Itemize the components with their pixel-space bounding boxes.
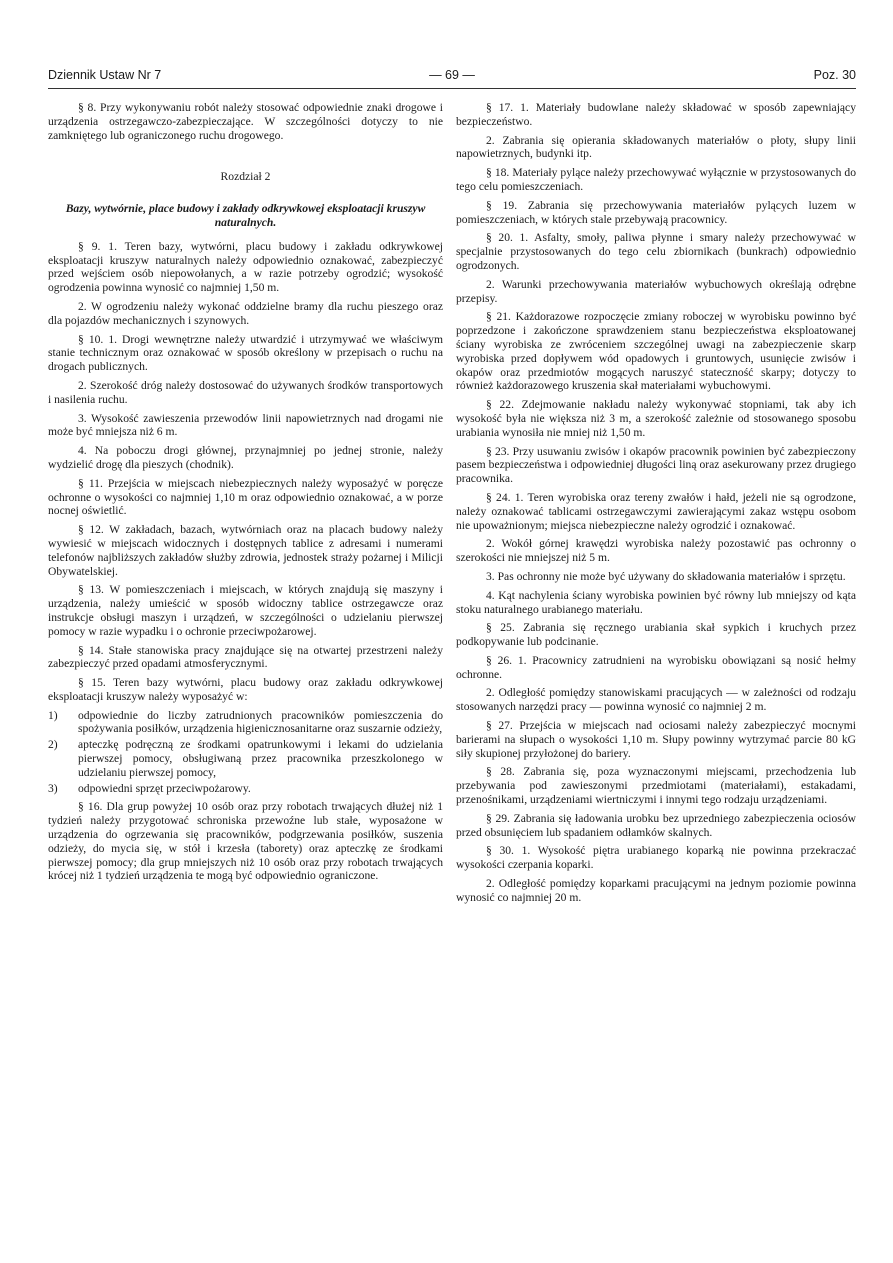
position-number: Poz. 30 <box>813 68 856 82</box>
list-item <box>48 709 443 737</box>
paragraph-10-3: 3. Wysokość zawieszenia przewodów linii napowietrznych nad drogami nie może być mniejsza niż 6 m. <box>48 411 443 439</box>
paragraph-20-2: 2. Warunki przechowywania materiałów wybuchowych określają odrębne przepisy. <box>456 277 856 305</box>
paragraph-13: § 13. W pomieszczeniach i miejscach, w których znajdują się maszyny i urządzenia, należy umieścić w sposób widoczny tablice ostrzegawcze oraz instrukcje obsługi maszyn i urządzeń, w szczególności o udzielaniu pierwszej pomocy w razie wypadku i o ochronie przeciwpożarowej. <box>48 583 443 638</box>
paragraph-10-1: § 10. 1. Drogi wewnętrzne należy utwardzić i utrzymywać we właściwym stanie technicznym oraz oznakować w sposób określony w przepisach o ruchu na drogach publicznych. <box>48 332 443 374</box>
paragraph-14: § 14. Stałe stanowiska pracy znajdujące się na otwartej przestrzeni należy zabezpieczyć przed opadami atmosferycznymi. <box>48 643 443 671</box>
paragraph-18: § 18. Materiały pylące należy przechowywać wyłącznie w przystosowanych do tego celu pomieszczeniach. <box>456 166 856 193</box>
paragraph-24-3: 3. Pas ochronny nie może być używany do składowania materiałów i sprzętu. <box>486 569 846 583</box>
paragraph-10-4: 4. Na poboczu drogi głównej, przynajmniej po jednej stronie, należy wydzielić drogę dla pieszych (chodnik). <box>48 444 443 471</box>
list-item-text: apteczkę podręczną ze środkami opatrunkowymi i lekami do udzielania pierwszej pomocy, obsługiwaną przez pracownika przeszkolonego w udzielaniu pierwszej pomocy, <box>78 738 443 779</box>
paragraph-30-1: § 30. 1. Wysokość piętra urabianego koparką nie powinna przekraczać wysokości czerpania koparki. <box>456 844 856 872</box>
paragraph-26-2: 2. Odległość pomiędzy stanowiskami pracujących — w zależności od rodzaju stosowanych narzędzi pracy — powinna wynosić co najmniej 2 m. <box>456 686 856 714</box>
paragraph-11: § 11. Przejścia w miejscach niebezpiecznych należy wyposażyć w poręcze ochronne o wysokości co najmniej 1,10 m oraz odpowiednio oznakować, a w porze nocnej oświetlić. <box>48 476 443 518</box>
chapter-title: Bazy, wytwórnie, place budowy i zakłady odkrywkowej eksploatacji kruszyw naturalnych. <box>65 202 426 229</box>
paragraph-12: § 12. W zakładach, bazach, wytwórniach oraz na placach budowy należy wywiesić w miejscach widocznych i dostępnych tablice z adresami i numerami telefonów najbliższych zakładów służby zdrowia, jednostek straży pożarnej i Milicji Obywatelskiej. <box>48 523 443 578</box>
paragraph-29: § 29. Zabrania się ładowania urobku bez uprzedniego zabezpieczenia ociosów przed obsunięciem lub spadaniem odłamków skalnych. <box>456 811 856 839</box>
paragraph-17-2: 2. Zabrania się opierania składowanych materiałów o płoty, słupy linii napowietrznych, budynki itp. <box>456 133 856 161</box>
paragraph-9-1: § 9. 1. Teren bazy, wytwórni, placu budowy i zakładu odkrywkowej eksploatacji kruszyw naturalnych należy odpowiednio oznakować, zabezpieczyć przed wejściem osób niepowołanych, a w razie potrzeby ogrodzić; wysokość ogrodzenia powinna wynosić co najmniej 1,50 m. <box>48 239 443 295</box>
list-item <box>48 782 443 796</box>
paragraph-20-1: § 20. 1. Asfalty, smoły, paliwa płynne i smary należy przechowywać w specjalnie przystosowanych do tego celu zbiornikach (bunkrach) odpowiednio ogrodzonych. <box>456 231 856 272</box>
paragraph-10-2: 2. Szerokość dróg należy dostosować do używanych środków transportowych i nasilenia ruchu. <box>48 378 443 406</box>
paragraph-25: § 25. Zabrania się ręcznego urabiania skał sypkich i kruchych przez podkopywanie lub podcinanie. <box>456 621 856 649</box>
chapter-heading: Rozdział 2 <box>220 170 271 184</box>
paragraph-22: § 22. Zdejmowanie nakładu należy wykonywać stopniami, tak aby ich wysokość była nie większa niż 3 m, a szerokość zależnie od stosowanego sposobu urabiania wynosiła nie mniej niż 1,50 m. <box>456 398 856 439</box>
list-item-text: odpowiedni sprzęt przeciwpożarowy. <box>78 781 251 795</box>
paragraph-26-1: § 26. 1. Pracownicy zatrudnieni na wyrobisku obowiązani są nosić hełmy ochronne. <box>456 653 856 681</box>
paragraph-23: § 23. Przy usuwaniu zwisów i okapów pracownik powinien być zabezpieczony pasem bezpieczeństwa i odpowiedniej długości liną oraz asekurowany przez drugiego pracownika. <box>456 444 856 486</box>
left-column <box>48 101 443 888</box>
right-column <box>456 101 856 910</box>
paragraph-27: § 27. Przejścia w miejscach nad ociosami należy zabezpieczyć mocnymi barierami na słupach o wysokości 1,10 m. Słupy powinny wytrzymać parcie 80 kG siły skupionej przyłożonej do bariery. <box>456 719 856 760</box>
journal-title: Dziennik Ustaw Nr 7 <box>48 68 162 82</box>
list-item-number: 3) <box>48 781 58 795</box>
paragraph-15-list <box>48 709 443 796</box>
paragraph-19: § 19. Zabrania się przechowywania materiałów pylących luzem w pomieszczeniach, w których stale przebywają pracownicy. <box>456 198 856 226</box>
list-item-number: 1) <box>48 708 58 722</box>
paragraph-21: § 21. Każdorazowe rozpoczęcie zmiany roboczej w wyrobisku powinno być poprzedzone i zakończone sprawdzeniem stanu bezpieczeństwa eksploatowanej ściany wyrobiska ze zwróceniem szczególnej uwagi na zabezpieczenie skarp wyrobiska przed dopływem wód opadowych i gruntowych, usunięcie zwisów i okapów oraz przedmiotów mogących naruszyć stateczność skarpy; dotyczy to również każdorazowego kruszenia skał materiałami wybuchowymi. <box>456 310 856 393</box>
paragraph-9-2: 2. W ogrodzeniu należy wykonać oddzielne bramy dla ruchu pieszego oraz dla pojazdów mechanicznych i szynowych. <box>48 299 443 327</box>
paragraph-28: § 28. Zabrania się, poza wyznaczonymi miejscami, przechodzenia lub przebywania pod zawieszonymi przedmiotami (materiałami), estakadami, przenośnikami, urządzeniami wiertniczymi i innymi tego rodzaju urządzeniami. <box>456 765 856 807</box>
list-item-text: odpowiednie do liczby zatrudnionych pracowników pomieszczenia do spożywania posiłków, urządzenia higienicznosanitarne oraz suszarnie odzieży, <box>78 708 443 736</box>
paragraph-8: § 8. Przy wykonywaniu robót należy stosować odpowiednie znaki drogowe i urządzenia ostrzegawczo-zabezpieczające. W szczególności dotyczy to nie zamkniętego lub ograniczonego ruchu drogowego. <box>48 101 443 142</box>
paragraph-24-4: 4. Kąt nachylenia ściany wyrobiska powinien być równy lub mniejszy od kąta stoku naturalnego urabianego materiału. <box>456 588 856 616</box>
paragraph-15: § 15. Teren bazy wytwórni, placu budowy oraz zakładu odkrywkowej eksploatacji kruszyw należy wyposażyć w: <box>48 676 443 703</box>
page-header <box>48 68 856 86</box>
paragraph-24-1: § 24. 1. Teren wyrobiska oraz tereny zwałów i hałd, jeżeli nie są ogrodzone, należy oznakować tablicami ostrzegawczymi zawierającymi zakaz wstępu osobom nie upoważnionym; miejsca niebezpieczne należy ogrodzić i oznakować. <box>456 490 856 532</box>
paragraph-16: § 16. Dla grup powyżej 10 osób oraz przy robotach trwających dłużej niż 1 tydzień należy przygotować schroniska przewoźne lub stałe, wyposażone w urządzenia do ogrzewania się pracowników, podgrzewania posiłków, suszenia odzieży, do mycia się, w stół i krzesła (taborety) oraz apteczkę ze środkami pierwszej pomocy; dla grup mniejszych niż 10 osób oraz przy robotach trwających krócej niż 1 tydzień urządzenia te mogą być odpowiednio ograniczone. <box>48 800 443 883</box>
paragraph-30-2: 2. Odległość pomiędzy koparkami pracującymi na jednym poziomie powinna wynosić co najmniej 20 m. <box>456 877 856 904</box>
paragraph-24-2: 2. Wokół górnej krawędzi wyrobiska należy pozostawić pas ochronny o szerokości nie mniejszej niż 5 m. <box>456 537 856 565</box>
header-rule <box>48 88 856 89</box>
paragraph-17-1: § 17. 1. Materiały budowlane należy składować w sposób zapewniający bezpieczeństwo. <box>456 101 856 128</box>
list-item <box>48 738 443 779</box>
list-item-number: 2) <box>48 738 58 752</box>
page-number: — 69 — <box>429 68 475 82</box>
